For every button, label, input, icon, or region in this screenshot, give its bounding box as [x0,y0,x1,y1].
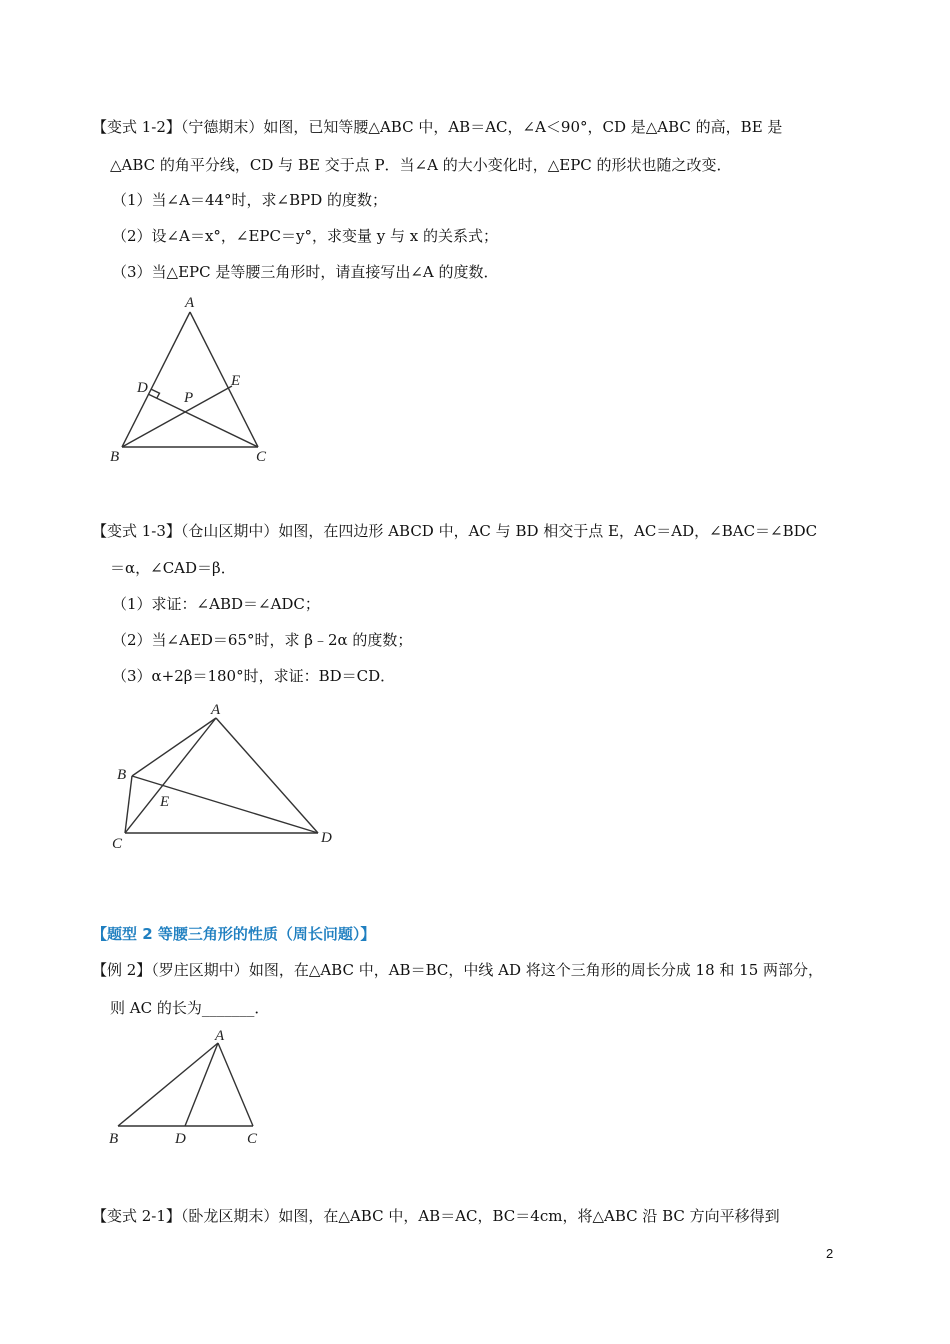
label-B: B [110,449,120,465]
median-AD [185,1043,218,1126]
label-A: A [185,295,195,311]
problem-1-3-question-2: （2）当∠AED＝65°时，求 β﹣2α 的度数； [112,631,413,649]
problem-1-2-line-1: 【变式 1-2】（宁德期末）如图，已知等腰△ABC 中，AB＝AC，∠A＜90°，CD 是△ABC 的高，BE 是 [92,118,783,136]
problem-1-2-question-1: （1）当∠A＝44°时，求∠BPD 的度数； [112,191,388,209]
problem-1-2-question-3: （3）当△EPC 是等腰三角形时，请直接写出∠A 的度数． [112,263,499,281]
problem-2-1-line-1: 【变式 2-1】（卧龙区期末）如图，在△ABC 中，AB＝AC，BC＝4cm，将△ABC 沿 BC 方向平移得到 [92,1207,780,1225]
label-A: A [215,1028,225,1044]
problem-1-2-question-2: （2）设∠A＝x°，∠EPC＝y°，求变量 y 与 x 的关系式； [112,227,498,245]
problem-1-3-question-3: （3）α+2β＝180°时，求证：BD＝CD． [112,667,396,685]
edge-AB [118,1043,218,1126]
section-heading: 【题型 2 等腰三角形的性质（周长问题）】 [92,925,376,943]
example-2-line-1: 【例 2】（罗庄区期中）如图，在△ABC 中，AB＝BC，中线 AD 将这个三角形的周长分成 18 和 15 两部分， [92,961,824,979]
problem-1-3-line-2: ＝α，∠CAD＝β． [110,559,236,577]
label-C: C [112,836,123,852]
page-number: 2 [826,1246,834,1261]
problem-1-3-line-1: 【变式 1-3】（仓山区期中）如图，在四边形 ABCD 中，AC 与 BD 相交于点 E，AC＝AD，∠BAC＝∠BDC [92,522,818,540]
label-P: P [184,390,194,406]
example-2-line-2: 则 AC 的长为_______． [110,999,270,1017]
problem-1-2-line-2: △ABC 的角平分线，CD 与 BE 交于点 P．当∠A 的大小变化时，△EPC 的形状也随之改变． [110,156,732,174]
label-D: D [175,1131,186,1147]
label-B: B [117,767,127,783]
label-C: C [247,1131,258,1147]
label-A: A [211,702,221,718]
label-E: E [160,794,170,810]
label-B: B [109,1131,119,1147]
label-C: C [256,449,267,465]
label-D: D [321,830,332,846]
label-D: D [137,380,148,396]
edge-AC [218,1043,253,1126]
label-E: E [231,373,241,389]
problem-1-3-question-1: （1）求证：∠ABD＝∠ADC； [112,595,320,613]
